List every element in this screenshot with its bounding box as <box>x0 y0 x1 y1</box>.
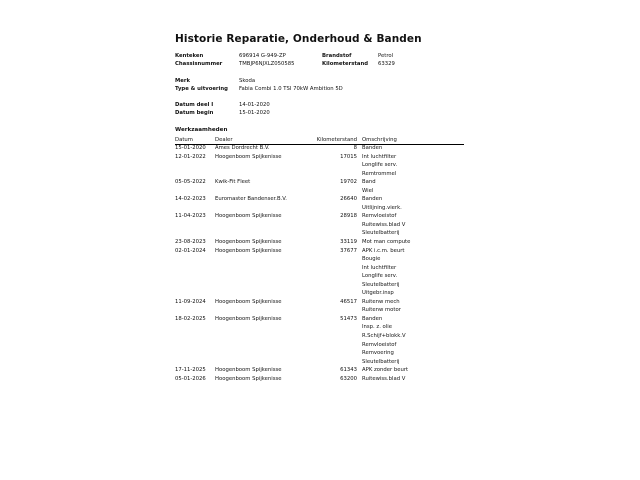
table-row <box>175 290 464 299</box>
cell-km: 8 <box>353 145 357 151</box>
cell-date: 05-01-2026 <box>175 375 206 382</box>
table-row <box>175 145 464 154</box>
cell-dealer: Hoogenboom Spijkenisse <box>215 213 282 220</box>
cell-date: 17-11-2025 <box>175 367 206 374</box>
cell-dealer: Hoogenboom Spijkenisse <box>215 367 282 374</box>
cell-km: 33119 <box>340 239 357 246</box>
cell-desc: Int luchtfilter <box>362 264 397 271</box>
cell-km: 17015 <box>340 153 357 160</box>
document-title: Historie Reparatie, Onderhoud & Banden <box>175 33 422 45</box>
cell-dealer: Hoogenboom Spijkenisse <box>215 298 282 305</box>
cell-km: 63200 <box>340 375 357 382</box>
merk-value: Skoda <box>239 78 256 84</box>
kilometerstand-value: 63329 <box>378 61 395 67</box>
cell-date: 18-02-2025 <box>175 315 206 322</box>
cell-desc: Remtrommel <box>362 170 397 177</box>
cell-date: 02-01-2024 <box>175 247 206 254</box>
cell-km: 28918 <box>340 213 357 220</box>
cell-desc: Longlife serv. <box>362 273 398 280</box>
work-table <box>175 145 464 384</box>
cell-km: 26640 <box>340 196 357 203</box>
cell-dealer: Kwik-Fit Fleet <box>215 179 251 186</box>
cell-date: 15-01-2020 <box>175 145 206 151</box>
datum-deel1-label: Datum deel I <box>175 102 214 108</box>
cell-desc: Remvloeistof <box>362 341 397 348</box>
cell-desc: Ruitewiss.blad V <box>362 221 406 228</box>
table-row <box>175 205 464 214</box>
table-row <box>175 333 464 342</box>
cell-date: 12-01-2022 <box>175 153 206 160</box>
kenteken-value: 696914 G-949-ZP <box>239 53 286 59</box>
header-date: Datum <box>175 137 193 143</box>
cell-desc: Remvloeistof <box>362 213 397 220</box>
cell-desc: Ruitewiss.blad V <box>362 375 406 382</box>
table-row <box>175 171 464 180</box>
datum-deel1-value: 14-01-2020 <box>239 102 270 108</box>
table-row <box>175 359 464 368</box>
table-row <box>175 179 464 188</box>
cell-km: 19702 <box>340 179 357 186</box>
table-row <box>175 230 464 239</box>
cell-desc: APK zonder beurt <box>362 367 409 374</box>
cell-desc: Banden <box>362 196 383 203</box>
cell-desc: Sleutelbatterij <box>362 230 400 237</box>
table-row <box>175 282 464 291</box>
cell-dealer: Euromaster Bandenser.B.V. <box>215 196 287 203</box>
cell-desc: Ruitenw motor <box>362 307 401 314</box>
table-row <box>175 154 464 163</box>
header-dealer: Dealer <box>215 137 233 143</box>
cell-desc: APK i.c.m. beurt <box>362 247 405 254</box>
cell-desc: Sleutelbatterij <box>362 358 400 365</box>
kenteken-label: Kenteken <box>175 53 204 59</box>
cell-desc: Mot man compute <box>362 239 411 246</box>
table-row <box>175 222 464 231</box>
cell-date: 11-09-2024 <box>175 298 206 305</box>
cell-dealer: Hoogenboom Spijkenisse <box>215 153 282 160</box>
table-row <box>175 196 464 205</box>
cell-desc: Wiel <box>362 187 374 194</box>
cell-desc: Banden <box>362 145 383 151</box>
cell-dealer: Hoogenboom Spijkenisse <box>215 315 282 322</box>
type-label: Type & uitvoering <box>175 86 228 92</box>
table-row <box>175 316 464 325</box>
cell-desc: Ruitenw mech <box>362 298 400 305</box>
table-row <box>175 256 464 265</box>
cell-date: 14-02-2023 <box>175 196 206 203</box>
chassis-label: Chassisnummer <box>175 61 223 67</box>
table-row <box>175 324 464 333</box>
table-row <box>175 273 464 282</box>
table-row <box>175 239 464 248</box>
table-row <box>175 162 464 171</box>
cell-desc: Remvoering <box>362 350 394 357</box>
cell-desc: R.Schijf+blokk.V <box>362 333 406 340</box>
cell-desc: Band <box>362 179 376 186</box>
table-row <box>175 342 464 351</box>
cell-date: 05-05-2022 <box>175 179 206 186</box>
cell-km: 37677 <box>340 247 357 254</box>
table-row <box>175 350 464 359</box>
section-title: Werkzaamheden <box>175 127 228 133</box>
datum-begin-label: Datum begin <box>175 110 214 116</box>
datum-begin-value: 15-01-2020 <box>239 110 270 116</box>
merk-label: Merk <box>175 78 190 84</box>
table-row <box>175 248 464 257</box>
table-row <box>175 307 464 316</box>
cell-desc: Int luchtfilter <box>362 153 397 160</box>
table-row <box>175 376 464 385</box>
cell-desc: Bougie <box>362 256 381 263</box>
cell-desc: Longlife serv. <box>362 162 398 169</box>
table-row <box>175 213 464 222</box>
brandstof-value: Petrol <box>378 53 394 59</box>
cell-date: 11-04-2023 <box>175 213 206 220</box>
header-desc: Omschrijving <box>362 137 397 143</box>
cell-km: 51473 <box>340 315 357 322</box>
type-value: Fabia Combi 1.0 TSI 70kW Ambition 5D <box>239 86 343 92</box>
chassis-value: TMBJP6NJXLZ050585 <box>239 61 295 67</box>
cell-km: 61343 <box>340 367 357 374</box>
cell-km: 46517 <box>340 298 357 305</box>
cell-dealer: Hoogenboom Spijkenisse <box>215 247 282 254</box>
table-row <box>175 367 464 376</box>
cell-date: 23-08-2023 <box>175 239 206 246</box>
table-row <box>175 265 464 274</box>
cell-dealer: Hoogenboom Spijkenisse <box>215 375 282 382</box>
cell-desc: Banden <box>362 315 383 322</box>
cell-desc: Uitgebr.insp <box>362 290 394 297</box>
cell-desc: Sleutelbatterij <box>362 281 400 288</box>
cell-desc: Uitlijning.vierk. <box>362 204 402 211</box>
brandstof-label: Brandstof <box>322 53 352 59</box>
table-header <box>175 137 464 145</box>
cell-desc: Insp. z. olie <box>362 324 392 331</box>
table-row <box>175 299 464 308</box>
table-row <box>175 188 464 197</box>
header-km: Kilometerstand <box>316 137 357 143</box>
kilometerstand-label: Kilometerstand <box>322 61 369 67</box>
cell-dealer: Hoogenboom Spijkenisse <box>215 239 282 246</box>
cell-dealer: Ames Dordrecht B.V. <box>215 145 270 151</box>
